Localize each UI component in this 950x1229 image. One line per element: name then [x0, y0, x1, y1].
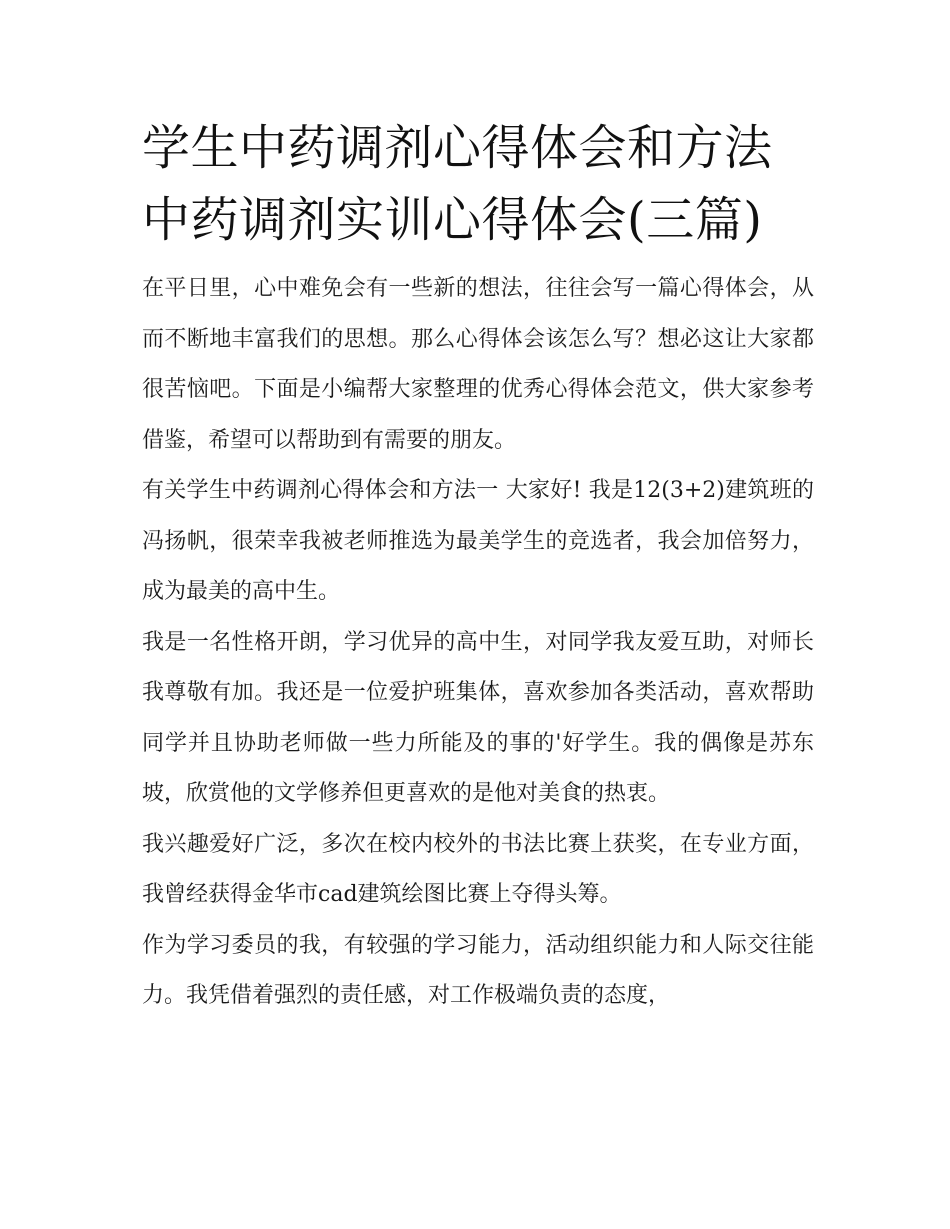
paragraph-study-committee: 作为学习委员的我，有较强的学习能力，活动组织能力和人际交往能力。我凭借着强烈的责任感，对工作极端负责的态度，: [142, 932, 814, 1008]
document-title: [142, 112, 814, 256]
paragraph-personality: 我是一名性格开朗，学习优异的高中生，对同学我友爱互助，对师长我尊敬有加。我还是一位爱护班集体，喜欢参加各类活动，喜欢帮助同学并且协助老师做一些力所能及的事的'好学生。我的偶像是苏东坡，欣赏他的文学修养但更喜欢的是他对美食的热衷。: [142, 629, 814, 806]
paragraph-intro: 在平日里，心中难免会有一些新的想法，往往会写一篇心得体会，从而不断地丰富我们的思想。那么心得体会该怎么写？想必这让大家都很苦恼吧。下面是小编帮大家整理的优秀心得体会范文，供大家参考借鉴，希望可以帮助到有需要的朋友。: [142, 276, 814, 453]
document-body: [142, 112, 814, 1022]
paragraph-hobbies: 我兴趣爱好广泛，多次在校内校外的书法比赛上获奖，在专业方面，我曾经获得金华市cad建筑绘图比赛上夺得头筹。: [142, 831, 814, 907]
title-line-2: 中药调剂实训心得体会(三篇): [142, 192, 763, 248]
paragraph-self-introduction: 有关学生中药调剂心得体会和方法一 大家好! 我是12(3+2)建筑班的冯扬帆，很荣幸我被老师推选为最美学生的竞选者，我会加倍努力，成为最美的高中生。: [142, 478, 814, 604]
title-line-1: 学生中药调剂心得体会和方法: [142, 120, 773, 176]
